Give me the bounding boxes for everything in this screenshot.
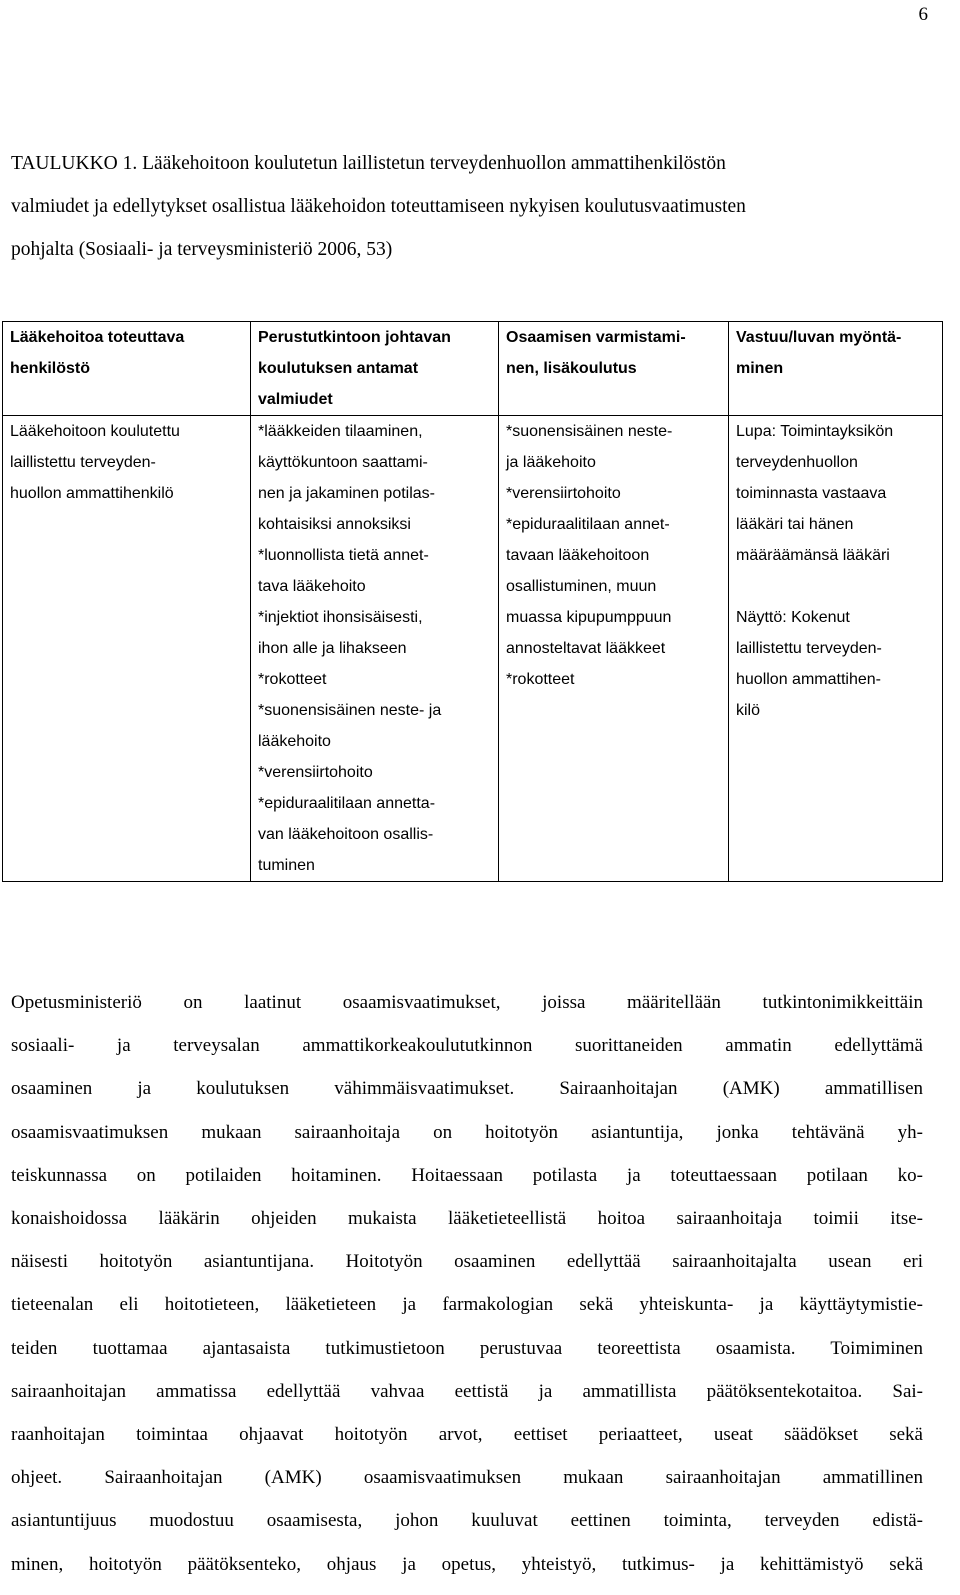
table-caption [11, 142, 926, 271]
paragraph-line: teiden tuottamaa ajantasaista tutkimustietoon perustuvaa teoreettista osaamista. Toimiminen [11, 1337, 923, 1359]
paragraph-line: osaaminen ja koulutuksen vähimmäisvaatimukset. Sairaanhoitajan (AMK) ammatillisen [11, 1078, 923, 1100]
header-cell-responsibility: Vastuu/luvan myöntä- minen [729, 322, 943, 416]
paragraph-line: sairaanhoitajan ammatissa edellyttää vahvaa eettistä ja ammatillista päätöksentekotaitoa. Sai- [11, 1380, 923, 1402]
spacer [736, 571, 942, 602]
paragraph-line: konaishoidossa lääkärin ohjeiden mukaista lääketieteellistä hoitoa sairaanhoitaja toimii itse- [11, 1208, 923, 1230]
caption-line: valmiudet ja edellytykset osallistua lääkehoidon toteuttamiseen nykyisen koulutusvaatimusten [11, 196, 746, 217]
paragraph-line: ohjeet. Sairaanhoitajan (AMK) osaamisvaatimuksen mukaan sairaanhoitajan ammatillinen [11, 1467, 923, 1489]
header-cell-verification: Osaamisen varmistami- nen, lisäkoulutus [499, 322, 729, 416]
paragraph-line: sosiaali- ja terveysalan ammattikorkeakoulututkinnon suorittaneiden ammatin edellyttämä [11, 1035, 923, 1057]
paragraph-line: Opetusministeriö on laatinut osaamisvaatimukset, joissa määritellään tutkintonimikkeittäin [11, 992, 923, 1013]
cell-personnel: Lääkehoitoon koulutettu laillistettu terveyden- huollon ammattihenkilö [3, 416, 251, 882]
paragraph-line: raanhoitajan toimintaa ohjaavat hoitotyön arvot, eettiset periaatteet, useat säädökset sekä [11, 1424, 923, 1446]
paragraph-line: osaamisvaatimuksen mukaan sairaanhoitaja on hoitotyön asiantuntija, jonka tehtävänä yh- [11, 1121, 923, 1143]
paragraph-line: näisesti hoitotyön asiantuntijana. Hoitotyön osaaminen edellyttää sairaanhoitajalta usean eri [11, 1251, 923, 1273]
table-header-row [3, 322, 943, 416]
cell-responsibility: Lupa: Toimintayksikön terveydenhuollon toiminnasta vastaava lääkäri tai hänen määräämänsä lääkäri Näyttö: Kokenut laillistettu terveyden- huollon ammattihen- kilö [729, 416, 943, 882]
header-cell-competences: Perustutkintoon johtavan koulutuksen antamat valmiudet [251, 322, 499, 416]
competence-table [2, 321, 943, 882]
paragraph-line: asiantuntijuus muodostuu osaamisesta, johon kuuluvat eettinen toiminta, terveyden edistä- [11, 1510, 923, 1532]
cell-competences: *lääkkeiden tilaaminen, käyttökuntoon saattami- nen ja jakaminen potilas- kohtaisiksi annoksiksi *luonnollista tietä annet- tava lääkehoito *injektiot ihonsisäisesti, ihon alle ja lihakseen *rokotteet *suonensisäinen neste- ja lääkehoito *verensiirtohoito *epiduraalitilaan annetta- van lääkehoitoon osallis- tuminen [251, 416, 499, 882]
paragraph-line: teiskunnassa on potilaiden hoitaminen. Hoitaessaan potilasta ja toteuttaessaan potilaan ko- [11, 1164, 923, 1186]
paragraph-line: tieteenalan eli hoitotieteen, lääketieteen ja farmakologian sekä yhteiskunta- ja käyttäytymistie- [11, 1294, 923, 1316]
body-paragraph [11, 981, 923, 1586]
page-number: 6 [918, 4, 928, 25]
table-row [3, 416, 943, 882]
caption-line: pohjalta (Sosiaali- ja terveysministeriö 2006, 53) [11, 239, 393, 260]
cell-verification: *suonensisäinen neste- ja lääkehoito *verensiirtohoito *epiduraalitilaan annet- tavaan lääkehoitoon osallistuminen, muun muassa kipupumppuun annosteltavat lääkkeet *rokotteet [499, 416, 729, 882]
paragraph-line: minen, hoitotyön päätöksenteko, ohjaus ja opetus, yhteistyö, tutkimus- ja kehittämistyö sekä [11, 1553, 923, 1575]
header-cell-personnel: Lääkehoitoa toteuttava henkilöstö [3, 322, 251, 416]
caption-line: TAULUKKO 1. Lääkehoitoon koulutetun laillistetun terveydenhuollon ammattihenkilöstön [11, 153, 726, 174]
